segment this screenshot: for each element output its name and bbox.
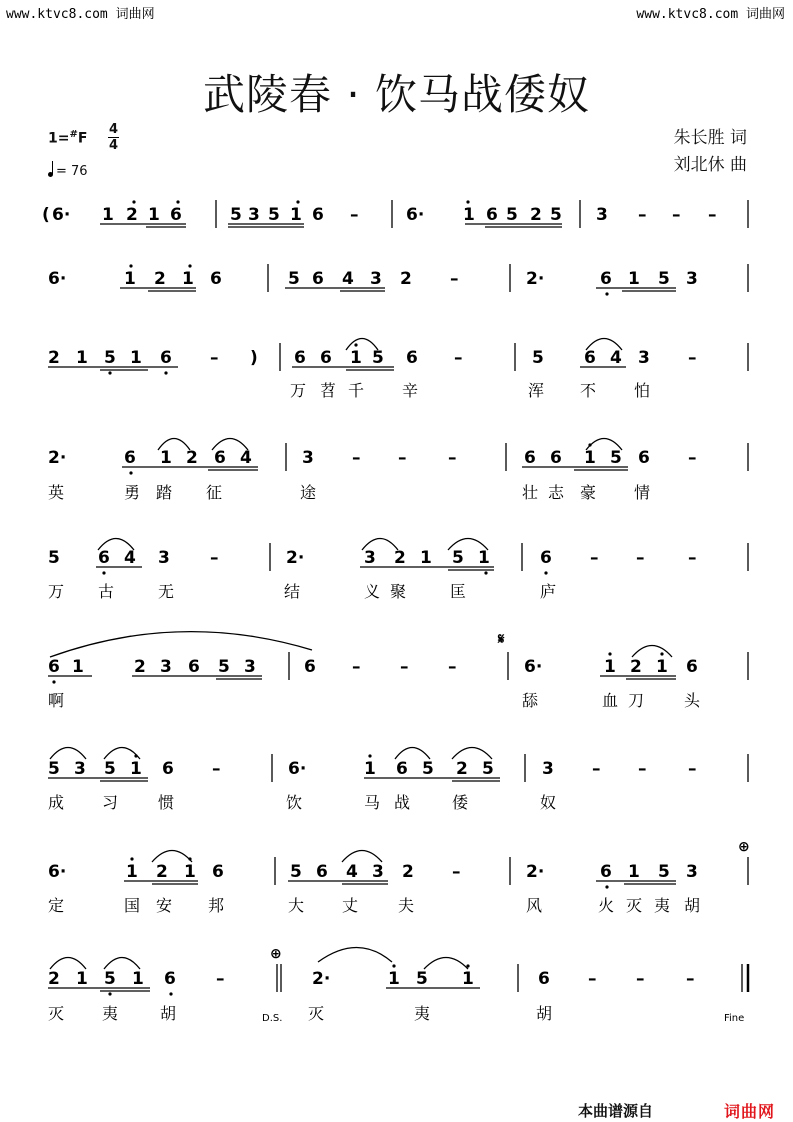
- svg-text:3: 3: [160, 657, 172, 677]
- svg-text:2·: 2·: [526, 862, 545, 882]
- svg-text:1: 1: [628, 862, 640, 882]
- svg-text:3: 3: [244, 657, 256, 677]
- svg-text:6: 6: [550, 448, 562, 468]
- svg-text:3: 3: [74, 759, 86, 779]
- svg-text:–: –: [688, 348, 697, 368]
- ds-marking: D.S.: [262, 1013, 283, 1024]
- svg-text:万: 万: [290, 381, 307, 400]
- svg-text:1: 1: [124, 269, 136, 289]
- svg-text:6: 6: [486, 205, 498, 225]
- svg-text:6: 6: [294, 348, 306, 368]
- svg-text:–: –: [708, 205, 717, 225]
- svg-text:志: 志: [548, 483, 565, 502]
- svg-text:3: 3: [596, 205, 608, 225]
- svg-text:6: 6: [600, 269, 612, 289]
- svg-text:–: –: [352, 657, 361, 677]
- svg-text:2·: 2·: [286, 548, 305, 568]
- score-line-9: [48, 969, 695, 989]
- lyrics-line-7: [48, 793, 556, 812]
- lyrics-line-4: [48, 483, 650, 502]
- svg-text:6: 6: [214, 448, 226, 468]
- svg-text:5: 5: [422, 759, 434, 779]
- svg-text:5: 5: [104, 759, 116, 779]
- svg-text:–: –: [636, 969, 645, 989]
- svg-text:6: 6: [396, 759, 408, 779]
- svg-text:–: –: [688, 448, 697, 468]
- svg-text:6: 6: [320, 348, 332, 368]
- svg-text:风: 风: [526, 896, 543, 915]
- paren-close: ): [250, 348, 258, 368]
- svg-text:4: 4: [610, 348, 622, 368]
- svg-text:浑: 浑: [528, 381, 545, 400]
- svg-text:–: –: [210, 348, 219, 368]
- svg-text:5: 5: [452, 548, 464, 568]
- svg-text:2·: 2·: [312, 969, 331, 989]
- lyrics-line-3: [290, 381, 650, 400]
- svg-text:无: 无: [158, 582, 175, 601]
- svg-text:火: 火: [598, 896, 615, 915]
- svg-text:6·: 6·: [406, 205, 425, 225]
- svg-text:3: 3: [364, 548, 376, 568]
- svg-text:1: 1: [130, 759, 142, 779]
- score-line-8: [48, 862, 698, 882]
- svg-text:怕: 怕: [634, 381, 651, 400]
- svg-text:3: 3: [248, 205, 260, 225]
- tempo-marking: = 76: [48, 164, 88, 179]
- composer-credit: 刘北休 曲: [673, 155, 747, 175]
- svg-text:丈: 丈: [342, 896, 359, 915]
- svg-text:5: 5: [48, 759, 60, 779]
- svg-text:4: 4: [342, 269, 354, 289]
- svg-text:3: 3: [158, 548, 170, 568]
- svg-text:安: 安: [156, 896, 173, 915]
- svg-text:–: –: [688, 548, 697, 568]
- svg-text:5: 5: [482, 759, 494, 779]
- svg-text:5: 5: [532, 348, 544, 368]
- svg-text:2: 2: [630, 657, 642, 677]
- svg-text:1: 1: [478, 548, 490, 568]
- svg-text:–: –: [448, 448, 457, 468]
- coda-mark-2: [270, 946, 282, 962]
- svg-text:–: –: [400, 657, 409, 677]
- svg-text:6: 6: [638, 448, 650, 468]
- score-line-5: [48, 548, 697, 568]
- svg-text:5: 5: [288, 269, 300, 289]
- score-line-2: [48, 269, 698, 289]
- svg-text:胡: 胡: [536, 1004, 553, 1023]
- svg-text:6: 6: [584, 348, 596, 368]
- svg-text:3: 3: [638, 348, 650, 368]
- svg-text:灭: 灭: [626, 896, 643, 915]
- svg-text:结: 结: [284, 582, 301, 601]
- svg-text:2·: 2·: [48, 448, 67, 468]
- lyrics-line-9: [48, 1004, 552, 1023]
- svg-text:5: 5: [48, 548, 60, 568]
- svg-text:6: 6: [164, 969, 176, 989]
- score-line-1: [42, 205, 717, 225]
- svg-text:1: 1: [656, 657, 668, 677]
- svg-text:灭: 灭: [308, 1004, 325, 1023]
- svg-text:–: –: [672, 205, 681, 225]
- svg-text:马: 马: [364, 793, 381, 812]
- svg-text:2: 2: [48, 969, 60, 989]
- svg-text:–: –: [590, 548, 599, 568]
- svg-text:3: 3: [686, 862, 698, 882]
- watermark-right: www.ktvc8.com 词曲网: [636, 7, 785, 22]
- svg-text:灭: 灭: [48, 1004, 65, 1023]
- time-signature: 4 4: [108, 122, 119, 153]
- svg-text:聚: 聚: [390, 582, 407, 601]
- svg-text:–: –: [212, 759, 221, 779]
- score-line-6: [48, 657, 698, 677]
- svg-text:1: 1: [604, 657, 616, 677]
- source-label: 本曲谱源自: [578, 1102, 654, 1120]
- svg-text:5: 5: [610, 448, 622, 468]
- score-line-4: [48, 448, 697, 468]
- key-signature: 1=#F: [48, 129, 88, 147]
- svg-text:战: 战: [394, 793, 411, 812]
- svg-text:6: 6: [538, 969, 550, 989]
- svg-text:1: 1: [182, 269, 194, 289]
- svg-text:6: 6: [316, 862, 328, 882]
- svg-text:2: 2: [48, 348, 60, 368]
- score-line-7: [48, 759, 697, 779]
- svg-text:–: –: [638, 759, 647, 779]
- svg-text:勇: 勇: [124, 483, 141, 502]
- svg-text:征: 征: [206, 483, 223, 502]
- svg-text:𝄋: 𝄋: [498, 630, 505, 648]
- svg-text:⊕: ⊕: [738, 839, 750, 855]
- svg-text:5: 5: [550, 205, 562, 225]
- svg-text:–: –: [454, 348, 463, 368]
- lyrics-line-6: [48, 691, 701, 710]
- svg-text:6·: 6·: [48, 269, 67, 289]
- score-line-3: [48, 348, 697, 368]
- svg-text:5: 5: [372, 348, 384, 368]
- svg-text:1: 1: [628, 269, 640, 289]
- svg-text:6: 6: [48, 657, 60, 677]
- svg-text:情: 情: [634, 483, 651, 502]
- svg-text:5: 5: [104, 969, 116, 989]
- svg-text:国: 国: [124, 896, 141, 915]
- segno-mark: [497, 630, 505, 648]
- svg-text:3: 3: [370, 269, 382, 289]
- svg-text:千: 千: [348, 381, 365, 400]
- svg-text:1: 1: [130, 348, 142, 368]
- svg-text:刀: 刀: [628, 691, 645, 710]
- svg-text:6: 6: [188, 657, 200, 677]
- svg-text:2: 2: [186, 448, 198, 468]
- svg-text:–: –: [592, 759, 601, 779]
- svg-text:1: 1: [584, 448, 596, 468]
- svg-text:1: 1: [132, 969, 144, 989]
- svg-text:倭: 倭: [452, 793, 469, 812]
- svg-text:头: 头: [684, 691, 701, 710]
- svg-text:1: 1: [160, 448, 172, 468]
- svg-text:–: –: [450, 269, 459, 289]
- svg-text:2: 2: [126, 205, 138, 225]
- svg-text:胡: 胡: [160, 1004, 177, 1023]
- svg-text:6: 6: [160, 348, 172, 368]
- svg-text:途: 途: [300, 483, 317, 502]
- svg-text:辛: 辛: [402, 381, 419, 400]
- svg-text:1: 1: [462, 969, 474, 989]
- svg-text:3: 3: [302, 448, 314, 468]
- svg-text:1: 1: [126, 862, 138, 882]
- svg-text:6·: 6·: [288, 759, 307, 779]
- svg-text:–: –: [636, 548, 645, 568]
- svg-text:邦: 邦: [208, 896, 225, 915]
- svg-text:1: 1: [184, 862, 196, 882]
- svg-text:–: –: [352, 448, 361, 468]
- svg-text:6: 6: [170, 205, 182, 225]
- svg-text:6·: 6·: [52, 205, 71, 225]
- svg-text:5: 5: [268, 205, 280, 225]
- svg-text:胡: 胡: [684, 896, 701, 915]
- svg-text:4: 4: [346, 862, 358, 882]
- svg-text:庐: 庐: [540, 582, 557, 601]
- svg-text:1: 1: [420, 548, 432, 568]
- svg-text:成: 成: [48, 793, 65, 812]
- svg-text:5: 5: [290, 862, 302, 882]
- svg-text:5: 5: [416, 969, 428, 989]
- svg-text:1: 1: [72, 657, 84, 677]
- svg-text:–: –: [210, 548, 219, 568]
- watermark-left: www.ktvc8.com 词曲网: [6, 7, 155, 22]
- lyrics-line-5: [48, 582, 556, 601]
- svg-text:2: 2: [530, 205, 542, 225]
- svg-text:夷: 夷: [654, 896, 671, 915]
- svg-text:2: 2: [394, 548, 406, 568]
- svg-text:2: 2: [134, 657, 146, 677]
- svg-text:定: 定: [48, 896, 65, 915]
- svg-text:–: –: [686, 969, 695, 989]
- svg-text:4: 4: [124, 548, 136, 568]
- svg-text:夷: 夷: [102, 1004, 119, 1023]
- svg-text:6·: 6·: [48, 862, 67, 882]
- svg-text:匡: 匡: [450, 582, 467, 601]
- svg-text:踏: 踏: [156, 483, 173, 502]
- svg-text:大: 大: [288, 896, 305, 915]
- svg-text:4: 4: [240, 448, 252, 468]
- svg-text:豪: 豪: [580, 483, 597, 502]
- svg-text:2: 2: [400, 269, 412, 289]
- svg-text:1: 1: [388, 969, 400, 989]
- svg-text:1: 1: [290, 205, 302, 225]
- svg-text:6: 6: [686, 657, 698, 677]
- svg-text:–: –: [350, 205, 359, 225]
- svg-text:–: –: [588, 969, 597, 989]
- svg-text:–: –: [638, 205, 647, 225]
- svg-text:5: 5: [230, 205, 242, 225]
- svg-text:不: 不: [580, 381, 597, 400]
- svg-text:舔: 舔: [522, 691, 539, 710]
- svg-text:6: 6: [524, 448, 536, 468]
- svg-text:1: 1: [76, 969, 88, 989]
- site-logo[interactable]: 词曲网: [724, 1102, 776, 1121]
- song-title: 武陵春 · 饮马战倭奴: [202, 70, 591, 119]
- svg-text:1: 1: [148, 205, 160, 225]
- svg-text:苕: 苕: [320, 381, 337, 400]
- svg-text:–: –: [216, 969, 225, 989]
- svg-text:古: 古: [98, 582, 115, 601]
- svg-text:饮: 饮: [286, 793, 303, 812]
- svg-text:壮: 壮: [522, 483, 539, 502]
- svg-text:血: 血: [602, 691, 619, 710]
- paren-open: (: [42, 205, 50, 225]
- svg-text:6: 6: [406, 348, 418, 368]
- svg-text:5: 5: [104, 348, 116, 368]
- svg-text:2·: 2·: [526, 269, 545, 289]
- svg-text:6: 6: [312, 205, 324, 225]
- coda-mark-1: [738, 839, 750, 855]
- svg-text:2: 2: [456, 759, 468, 779]
- svg-text:–: –: [452, 862, 461, 882]
- svg-text:英: 英: [48, 483, 65, 502]
- svg-text:2: 2: [402, 862, 414, 882]
- svg-text:奴: 奴: [540, 793, 557, 812]
- svg-text:1: 1: [76, 348, 88, 368]
- svg-text:5: 5: [506, 205, 518, 225]
- svg-text:啊: 啊: [48, 691, 65, 710]
- svg-text:习: 习: [102, 793, 119, 812]
- svg-text:2: 2: [156, 862, 168, 882]
- svg-text:夫: 夫: [398, 896, 415, 915]
- svg-text:6: 6: [540, 548, 552, 568]
- svg-text:6: 6: [162, 759, 174, 779]
- fine-marking: Fine: [724, 1013, 745, 1024]
- svg-text:6: 6: [210, 269, 222, 289]
- svg-text:6: 6: [304, 657, 316, 677]
- svg-text:5: 5: [658, 269, 670, 289]
- svg-text:–: –: [448, 657, 457, 677]
- svg-text:惯: 惯: [158, 793, 175, 812]
- svg-text:–: –: [398, 448, 407, 468]
- svg-text:6: 6: [124, 448, 136, 468]
- svg-text:3: 3: [686, 269, 698, 289]
- svg-text:5: 5: [218, 657, 230, 677]
- svg-text:3: 3: [542, 759, 554, 779]
- svg-text:6·: 6·: [524, 657, 543, 677]
- svg-text:6: 6: [98, 548, 110, 568]
- svg-text:5: 5: [658, 862, 670, 882]
- svg-text:6: 6: [212, 862, 224, 882]
- svg-text:万: 万: [48, 582, 65, 601]
- svg-text:义: 义: [364, 582, 381, 601]
- svg-text:夷: 夷: [414, 1004, 431, 1023]
- svg-text:6: 6: [600, 862, 612, 882]
- svg-text:6: 6: [312, 269, 324, 289]
- svg-text:–: –: [688, 759, 697, 779]
- svg-text:1: 1: [463, 205, 475, 225]
- svg-text:1: 1: [350, 348, 362, 368]
- svg-text:1: 1: [102, 205, 114, 225]
- lyrics-line-8: [48, 896, 700, 915]
- svg-text:2: 2: [154, 269, 166, 289]
- svg-text:1: 1: [364, 759, 376, 779]
- lyricist-credit: 朱长胜 词: [673, 128, 747, 148]
- svg-text:⊕: ⊕: [270, 946, 282, 962]
- svg-text:3: 3: [372, 862, 384, 882]
